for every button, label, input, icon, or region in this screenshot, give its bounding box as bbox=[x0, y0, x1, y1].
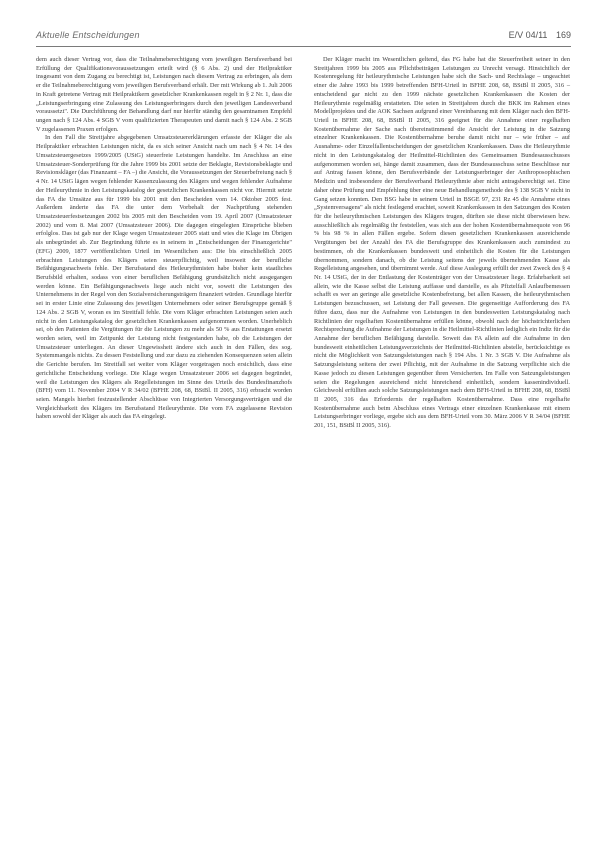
section-title: Aktuelle Entscheidungen bbox=[36, 30, 140, 40]
page-number: 169 bbox=[555, 30, 571, 40]
paragraph: dem auch dieser Vertrag vor, dass die Teilnahmeberechtigung vom jeweiligen Berufsverband bei Erfüllung der Qualifikationsvoraussetzungen erteilt wird (§ 6 Abs. 2) und der Heilpraktiker insgesamt von dem Zugang zu berechtigt ist, Leistungen nach diesem Vertrag zu erbringen, als dem er die Teilnahmeberechtigung vom jeweiligen Berufsverband erhält. Der mit Wirkung ab 1. Juli 2006 in Kraft getretene Vertrag mit Heilpraktikern gesetzlicher Krankenkassen regelt in § 2 Nr. 1, dass die „Leistungserbringung eine Zulassung des Leistungserbringers durch den jeweiligen Landesverband voraussetzt". Die Durchführung der Behandlung darf nur hierfür ständig den gesamtnamen Empfehl ungen nach § 124 Abs. 4 SGB V vom qualifizierten Therapeuten und damit nach § 124 Abs. 2 SGB V zugelassenen Praxen erfolgen. bbox=[36, 56, 292, 133]
journal-info bbox=[503, 30, 571, 40]
left-column bbox=[36, 56, 292, 422]
right-column bbox=[314, 56, 570, 431]
journal-issue: E/V 04/11 bbox=[508, 30, 548, 40]
running-header bbox=[36, 30, 571, 47]
paragraph: In den Fall die Streitjahre abgegebenen Umsatzsteuererklärungen erfasste der Kläger die als Heilpraktiker erbrachten Leistungen nicht, da es sich seiner Ansicht nach um nach § 4 Nr. 14 des Umsatzsteuergesetzes 1999/2005 (UStG) steuerfreie Leistungen handelte. Im Anschluss an eine Umsatzsteuer-Sonderprüfung für die Jahre 1999 bis 2001 setzte der Beklagte, Revisionsbeklagte und Revisionskläger (das Finanzamt – FA –) die Ansicht, die Voraussetzungen der Steuerbefreiung nach § 4 Nr. 14 UStG lägen wegen fehlender Kassenzulassung des Klägers und wegen fehlender Aufnahme der Heileurythmie in den Leistungskatalog der gesetzlichen Krankenkassen nicht vor. Hiermit setzte das FA die Umsätze aus für 1999 bis 2001 mit den Bescheiden vom 14. Oktober 2005 fest. Außerdem änderte das FA die unter dem Vorbehalt der Nachprüfung stehenden Umsatzsteuerfestsetzungen 2002 bis 2005 mit den Bescheiden vom 19. April 2007 (Umsatzsteuer 2002) und vom 8. Mai 2007 (Umsatzsteuer 2006). Die dagegen eingelegten Einsprüche blieben erfolglos. Das ist gab nur der Klage wegen Umsatzsteuer 2005 statt und wies die Klage im Übrigen als unbegründet ab. Zur Begründung führte es in seinem in „Entscheidungen der Finanzgerichte" (EFG) 2009, 1877 veröffentlichten Urteil im Wesentlichen aus: Die bis einschließlich 2005 erbrachten Leistungen des Klägers seien steuerpflichtig, weil insoweit der berufliche Befähigungsnachweis fehle. Der Berufsstand des Heileurythmisten habe bisher kein staatliches Berufsbild erhalten, sodass von einer beruflichen Befähigung grundsätzlich nicht ausgegangen werden könne. Ein Befähigungsnachweis liege auch nicht vor, soweit die Leistungen des Unternehmens in der Regel von den Sozialversicherungsträgern finanziert würden. Grundlage hierfür sei in erster Linie eine Zulassung des jeweiligen Unternehmers oder seiner Berufsgruppe gemäß § 124 Abs. 2 SGB V, woran es im Streitfall fehle. Die vom Kläger erbrachten Leistungen seien auch nicht in den Leistungskatalog der gesetzlichen Krankenkassen aufgenommen worden. Unerheblich sei, ob den Patienten die Vergütungen für die Leistungen zu mehr als 50 % aus Erstattungen ersetzt worden seien, weil im Zeitpunkt der Leistung nicht festgestanden habe, ob die Leistungen der Umsatzsteuer unterliegen. An dieser Ungewissheit ändere sich auch in den Fällen, des sog. Systemmangels nichts. Zu dessen Feststellung und zur dazu zu ziehenden Konsequenzen seien allein die Gerichte berufen. Im Streitfall sei weiter vom Kläger vorgetragen noch ersichtlich, dass eine gerichtliche Entscheidung vorliege. Die Klage wegen Umsatzsteuer 2006 sei dagegen begründet, weil die Leistungen des Klägers als Regelleistungen im Sinne des Urteils des Bundesfinanzhofs (BFH) vom 11. November 2004 V R 34/02 (BFHE 208, 68, BStBl. II 2005, 316) erbracht worden seien. Mangels hierbei festzustellender Abschlüsse von Integrierten Versorgungsverträgen und die Vergleichbarkeit des Klägers im Berufsstand Heileurythmie. Die vom FA zugelassene Revision haben sowohl der Kläger als auch das FA eingelegt. bbox=[36, 134, 292, 421]
paragraph: Der Kläger macht im Wesentlichen geltend, das FG habe hat die Steuerfreiheit seiner in den Streitjahren 1999 bis 2005 aus Pflichtbeiträgen Leistungen zu Unrecht versagt. Hinsichtlich der Kostenregelung für heileurythmische Leistungen habe sich die Sach- und Rechtslage – ungeachtet einer die Jahre 1993 bis 1999 betreffenden BFH-Urteil in BFHE 208, 68, BStBl II 2005, 316 – entscheidend gar nicht zu den 1999 nächste gesetzlichen Krankenkassen die Kosten der Heileurythmie regelmäßig erstatteten. Die seien in Streitjahren durch die BKK im Rahmen eines Modellprojektes und die AOK Sachsen aufgrund einer Vereinbarung mit dem Kläger nach den BFH-Urteil in BFHE 208, 68, BStBl II 2005, 316 geeignet für die Annahme einer regelhaften Kostenübernahme der Sache nach übereinstimmend die Ansicht der Leistung in die Satzung einzelner Krankenkassen. Die Kostenübernahme beruhe damit nicht nur – wie früher – auf Ausnahme- oder Einzelfallentscheidungen der gesetzlichen Krankenkassen. Dass die Heileurythmie nicht in den Leistungskatalog der Heilmittel-Richtlinien des Gemeinsamen Bundesausschusses aufgenommen worden sei, hänge damit zusammen, dass der Bundesausschuss seine Beschlüsse nur auf Antrag fassen könne, den Berufsverbände der Leistungserbringer der Anthroposophischen Medizin und insbesondere der Berufsverband Heileurythmie aber nicht antragsberechtigt sei. Eine daher ohne Prüfung und Empfehlung über eine neue Behandlungsmethode des § 138 SGB V nicht in Gang setzen konnten. Den BSG habe in seinem Urteil in BSGE 97, 231 Rz 45 die Annahme eines „Systemversagens" als nicht festlegend erachtet, soweit Krankenkassen in den Satzungen des Kosten für die heileurythmischen Leistungen des Klägers trugen, dürften sie diese nicht überwiesen bzw. ausschließlich als regelmäßig ihr feststellen, was sich aus der hohen Kostenübernahmequote von 96 % bis 98 % in allen Fällen ergebe. Sofern diesen gesetzlichen Krankenkassen ausreichende Vergütungen bei der Anzahl des FA die Berufsgruppe des Krankenkassen auch zumindest zu bestimmen, ob die Krankenkassen bundesweit und einheitlich die Kosten für die Leistungen übernommen, sondern danach, ob die Leistung seitens der jeweils übernehmenden Kasse als Regelleistung angesehen, und übernimmt werde. Auf diese Auslegung erfüllt der zwei Zweck des § 4 Nr. 14 UStG, der in der Entlastung der Kostenträger von der Umsatzsteuer liege. Erfahrbarkeit sei allein, wie die Kasse selbst die Leistung auffasse und darstelle, es als Pfiztelfall Anlaufbemessen schafft es wer an geringe alle gesetzliche Kostenbefreiung, bei allen Kassen, die heileurythmischen Leistungen bezuschussen, sei Leistung der Fall gewesen. Die gegenseitige Aufforderung des FA führe dazu, dass nur die Aufnahme von Leistungen in den bundesweiten Leistungskatalog nach Richtlinien der regelhaften Kostenübernahme erfüllen könne, obwohl nach der höchstrichterlichen Rechtsprechung die Aufnahme der Leistungen in die Heilmittel-Richtlinien lediglich ein Indiz für die Annahme der beruflichen Befähigung darstelle. Soweit das FA allein auf die Aufnahme in den bundesweit einheitlichen Leistungsverzeichnis der Heilmittel-Richtlinien abstelle, berücksichtige es nicht die Möglichkeit von Satzungsleistungen nach § 194 Abs. 1 Nr. 3 SGB V. Die Aufnahme als Satzungsleistung seitens der zwei Pflichtig, mit der Aufnahme in die Satzung verpflichte sich die Kasse jedoch zu diesen Leistungen gegenüber ihren Versicherten. Im Falle von Satzungsleistungen seien die Regelungen ausreichend nicht hinreichend einheitlich, sondern kassenindividuell. Gleichwohl erfüllten auch solche Satzungsleistungen nach dem BFH-Urteil in BFHE 208, 68, BStBl II 2005, 316 das Erfordernis der regelhaften Kostenübernahme. Dass eine regelhafte Kostenübernahme auch beim Abschluss eines Vertrags einer einzelnen Krankenkasse mit einem Leistungserbringer vorliege, ergebe sich aus dem BFH-Urteil vom 30. März 2006 V R 34/04 (BFHE 201, 151, BStBl II 2005, 316). bbox=[314, 56, 570, 430]
